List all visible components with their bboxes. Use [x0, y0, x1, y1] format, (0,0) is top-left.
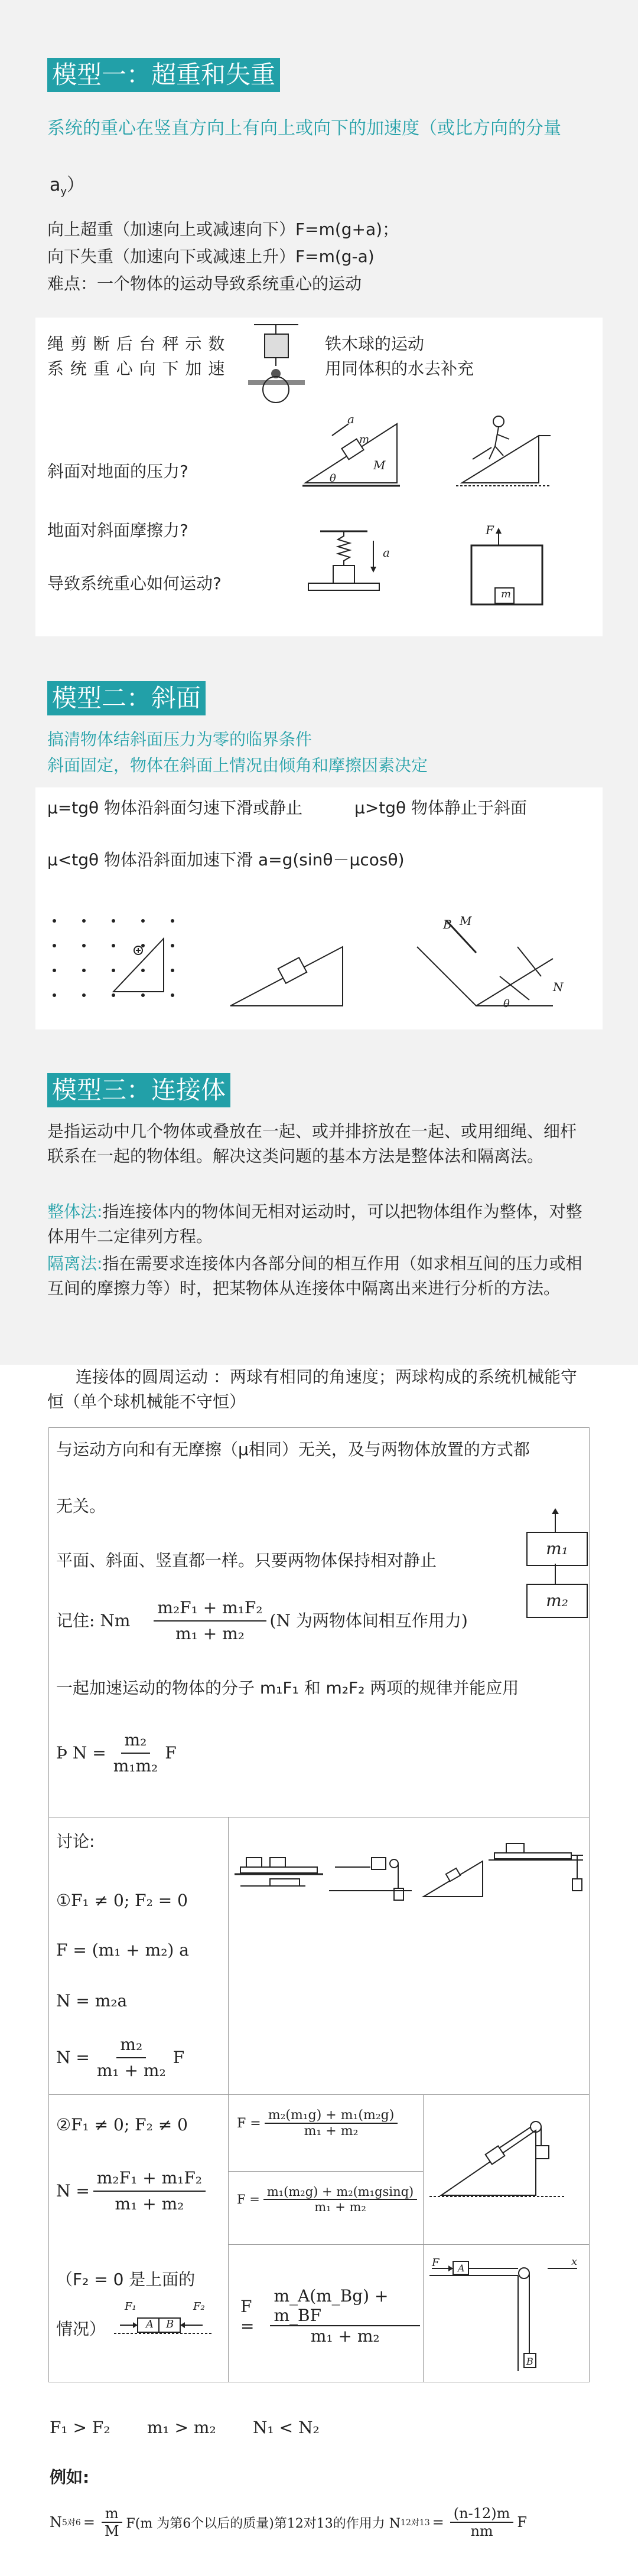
block-m2: m₂ [526, 1584, 588, 1618]
row2-case1: ①F₁ ≠ 0; F₂ = 0 [56, 1891, 188, 1910]
section3-isolate: 隔离法:指在需要求连接体内各部分间的相互作用（如求相互间的压力或相互间的摩擦力等）时，把某物体从连接体中隔离出来进行分析的方法。 [47, 1254, 582, 1298]
section1-ay: $a_y$） [50, 175, 85, 198]
row3-note1: （F₂ = 0 是上面的 [56, 2270, 196, 2289]
section2-header: 模型二：斜面 [47, 681, 206, 715]
formula-f1: F = $\frac{\text{m₂(m₁g) + m₁(m₂g)}}{\text{m₁ + m₂}}$ [237, 2108, 401, 2139]
section3-whole: 整体法:指连接体内的物体间无相对运动时，可以把物体组作为整体，对整体用牛二定律列方程。 [47, 1202, 582, 1246]
row2-title: 讨论: [56, 1832, 95, 1851]
elevator-label-F: F [486, 523, 494, 537]
table-row3-fig2 [423, 2244, 590, 2382]
fig-label-F2: F₂ [193, 2300, 205, 2313]
elevator-figure [460, 528, 554, 616]
block-m1: m₁ [526, 1532, 588, 1566]
section1-box [35, 318, 603, 636]
section1-line3: 难点：一个物体的运动导致系统重心的运动 [47, 274, 362, 293]
pulley-label-F: F [432, 2257, 440, 2269]
example-label: 例如: [50, 2467, 90, 2487]
table-row3-left [48, 2094, 229, 2382]
pulley-label-B: B [526, 2356, 533, 2367]
s2-rule1b: μ>tgθ 物体静止于斜面 [354, 798, 528, 818]
example-formula: N 5对6 = $\frac{m}{M}$ F(m 为第6个以后的质量)第12对13的作用力 N 12对13 = $\frac{(n-12)m}{nm}$ F [50, 2505, 528, 2539]
box-text2a: 铁木球的运动 [325, 334, 425, 354]
row1-line3: 平面、斜面、竖直都一样。只要两物体保持相对静止 [56, 1551, 437, 1570]
section1-intro: 系统的重心在竖直方向上有向上或向下的加速度（或比方向的分量 [47, 118, 561, 139]
section2-line2: 斜面固定，物体在斜面上情况由倾角和摩擦因素决定 [47, 756, 428, 775]
incline-label-m: m [359, 433, 370, 446]
table-row1 [48, 1427, 590, 1818]
elevator-label-m: m [501, 588, 512, 600]
incline-forces-label-M: M [460, 914, 472, 928]
incline-label-M: M [373, 458, 386, 472]
table-row3-f2 [228, 2171, 424, 2245]
pulley-label-A: A [458, 2263, 465, 2274]
person-incline-figure [456, 412, 556, 489]
section1-line2: 向下失重（加速向下或减速上升）F=m(g-a) [47, 247, 375, 266]
row1-formula: 记住: Nm $\frac{\text{m₂F₁ + m₁F₂}}{\text{m₁ + m₂}}$ (N 为两物体间相互作用力) [56, 1596, 468, 1646]
row2-eq1: F = (m₁ + m₂) a [56, 1940, 189, 1960]
table-row3-f1 [228, 2094, 424, 2172]
field-triangle-figure [48, 915, 184, 1015]
box-q3: 导致系统重心如何运动? [47, 574, 222, 593]
block-link [555, 1564, 556, 1584]
row1-eq: Þ N = $\frac{\text{m₂}}{\text{m₁m₂}}$ F [56, 1728, 177, 1779]
incline-simple-figure [224, 923, 354, 1012]
row3-note2: 情况） [56, 2319, 106, 2339]
section1-header: 模型一：超重和失重 [47, 58, 280, 92]
scale-figure [242, 323, 313, 400]
incline-label-a: a [347, 412, 354, 426]
row2-eq3: N = $\frac{\text{m₂}}{\text{m₁ + m₂}}$ F [56, 2032, 184, 2083]
section1-line1: 向上超重（加速向上或减速向下）F=m(g+a)； [47, 220, 399, 239]
section2-box [35, 787, 603, 1029]
fig-label-B: B [166, 2318, 174, 2330]
table-row3-f3 [228, 2244, 424, 2382]
box-text2b: 用同体积的水去补充 [325, 359, 474, 378]
incline-forces-label-theta: θ [503, 998, 510, 1010]
fig-label-F1: F₁ [125, 2300, 136, 2313]
incline-forces-label-B: B [443, 917, 452, 931]
table-row3-fig1 [423, 2094, 590, 2245]
incline-forces-label-N: N [553, 980, 564, 994]
arrow-up-icon [550, 1508, 562, 1532]
pulley-label-x: x [571, 2255, 578, 2268]
box-text1a: 绳 剪 断 后 台 秤 示 数 [47, 334, 226, 354]
spring-label-a: a [383, 545, 390, 560]
incline-label-theta: θ [330, 472, 336, 485]
row1-line4: 一起加速运动的物体的分子 m₁F₁ 和 m₂F₂ 两项的规律并能应用 [56, 1678, 519, 1698]
section3-header: 模型三：连接体 [47, 1073, 230, 1107]
spring-block-figure [302, 529, 391, 617]
section3-p2: 连接体的圆周运动 ：两球有相同的角速度；两球构成的系统机械能守恒（单个球机械能不守恒） [47, 1367, 577, 1411]
section2-line1: 搞清物体结斜面压力为零的临界条件 [47, 730, 313, 749]
section3-p1: 是指运动中几个物体或叠放在一起、或并排挤放在一起、或用细绳、细杆联系在一起的物体组。解决这类问题的基本方法是整体法和隔离法。 [47, 1122, 577, 1166]
formula-f2: F = $\frac{\text{m₁(m₂g) + m₂(m₁gsinq)}}{\text{m₁ + m₂}}$ [237, 2185, 421, 2214]
fig-label-A: A [146, 2318, 154, 2330]
s2-rule1a: μ=tgθ 物体沿斜面匀速下滑或静止 [47, 798, 303, 818]
relations-line: F₁ > F₂ m₁ > m₂ N₁ < N₂ [50, 2418, 320, 2437]
table-row2-left [48, 1817, 229, 2096]
incline-forces-figure [411, 911, 565, 1018]
pulley-incline-figure [429, 2107, 583, 2225]
box-q2: 地面对斜面摩擦力? [47, 521, 188, 540]
table-row2-right [228, 1817, 590, 2096]
row1-line1: 与运动方向和有无摩擦（μ相同）无关，及与两物体放置的方式都 [56, 1440, 530, 1459]
s2-rule2: μ<tgθ 物体沿斜面加速下滑 a=g(sinθ－μcosθ) [47, 850, 405, 869]
row1-line2: 无关。 [56, 1496, 106, 1516]
table-pulley-figure [429, 2253, 583, 2377]
row3-case2: ②F₁ ≠ 0; F₂ ≠ 0 [56, 2115, 188, 2134]
formula-f3: F = $\frac{m\_A(m\_Bg) + m\_BF}{\text{m₁ + m₂}}$ [240, 2286, 424, 2346]
connected-bodies-figure [235, 1832, 583, 1914]
row3-eq: N = $\frac{\text{m₂F₁ + m₁F₂}}{\text{m₁ + m₂}}$ [56, 2166, 209, 2217]
box-q1: 斜面对地面的压力? [47, 462, 188, 481]
row2-eq2: N = m₂a [56, 1991, 128, 2011]
box-text1b: 系 统 重 心 向 下 加 速 [47, 359, 226, 378]
